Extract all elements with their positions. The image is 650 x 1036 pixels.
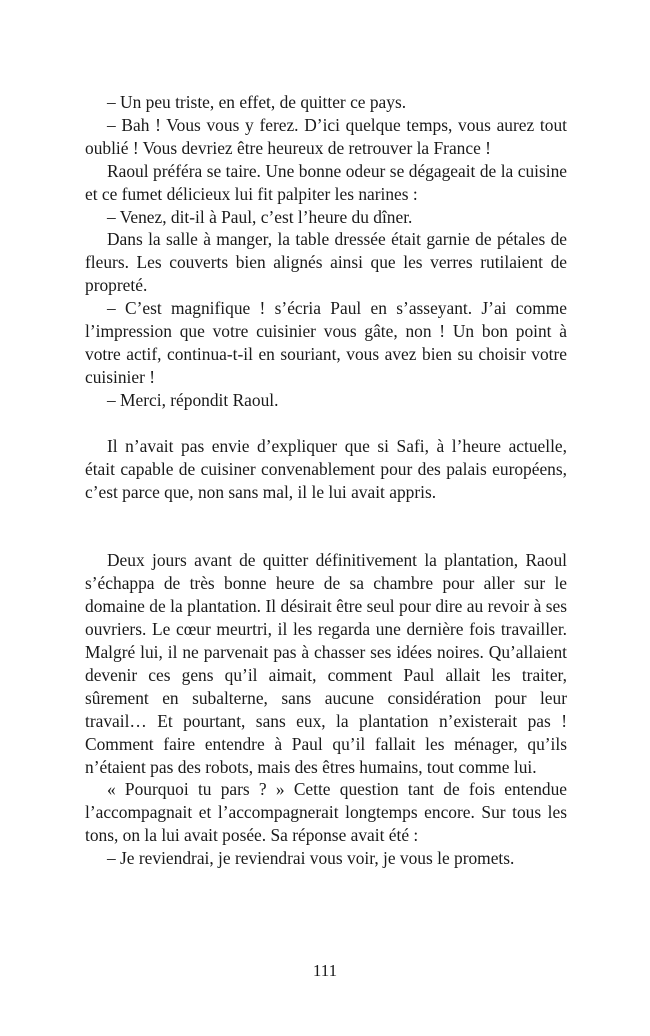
paragraph: Raoul préféra se taire. Une bonne odeur se dégageait de la cuisine et ce fumet délicieux lui fit palpiter les narines : — [85, 160, 567, 204]
paragraph: Deux jours avant de quitter définitivement la plantation, Raoul s’échappa de très bonne heure de sa chambre pour aller sur le domaine de la plantation. Il désirait être seul pour dire au revoir à ses ouvriers. Le cœur meurtri, il les regarda une dernière fois travailler. Malgré lui, il ne parvenait pas à chasser ses idées noires. Qu’allaient devenir ces gens qu’il aimait, comment Paul allait les traiter, sûrement en subalterne, sans aucune considération pour leur travail… Et pourtant, sans eux, la plantation n’existerait pas ! Comment faire entendre à Paul qu’il fallait les ménager, qu’ils n’étaient pas des robots, mais des êtres humains, tout comme lui. — [85, 550, 567, 777]
paragraph: – Je reviendrai, je reviendrai vous voir, je vous le promets. — [107, 848, 515, 869]
section-break — [85, 503, 567, 549]
paragraph: – Bah ! Vous vous y ferez. D’ici quelque temps, vous aurez tout oublié ! Vous devriez être heureux de retrouver la France ! — [85, 114, 567, 158]
page-number: 111 — [312, 961, 338, 980]
paragraph: Il n’avait pas envie d’expliquer que si Safi, à l’heure actuelle, était capable de cuisiner convenablement pour des palais européens, c’est parce que, non sans mal, il le lui avait appris. — [85, 435, 567, 502]
blank-line — [85, 412, 567, 435]
paragraph: – Merci, répondit Raoul. — [107, 389, 279, 410]
paragraph: « Pourquoi tu pars ? » Cette question tant de fois entendue l’accompagnait et l’accompagnerait longtemps encore. Sur tous les tons, on la lui avait posée. Sa réponse avait été : — [85, 779, 567, 846]
paragraph: – Venez, dit-il à Paul, c’est l’heure du dîner. — [107, 206, 413, 227]
paragraph: – Un peu triste, en effet, de quitter ce pays. — [107, 92, 407, 112]
page-body — [85, 91, 567, 870]
paragraph: – C’est magnifique ! s’écria Paul en s’asseyant. J’ai comme l’impression que votre cuisinier vous gâte, non ! Un bon point à votre actif, continua-t-il en souriant, vous avez bien su choisir votre cuisinier ! — [85, 298, 567, 387]
paragraph: Dans la salle à manger, la table dressée était garnie de pétales de fleurs. Les couverts bien alignés ainsi que les verres rutilaient de propreté. — [85, 229, 567, 296]
